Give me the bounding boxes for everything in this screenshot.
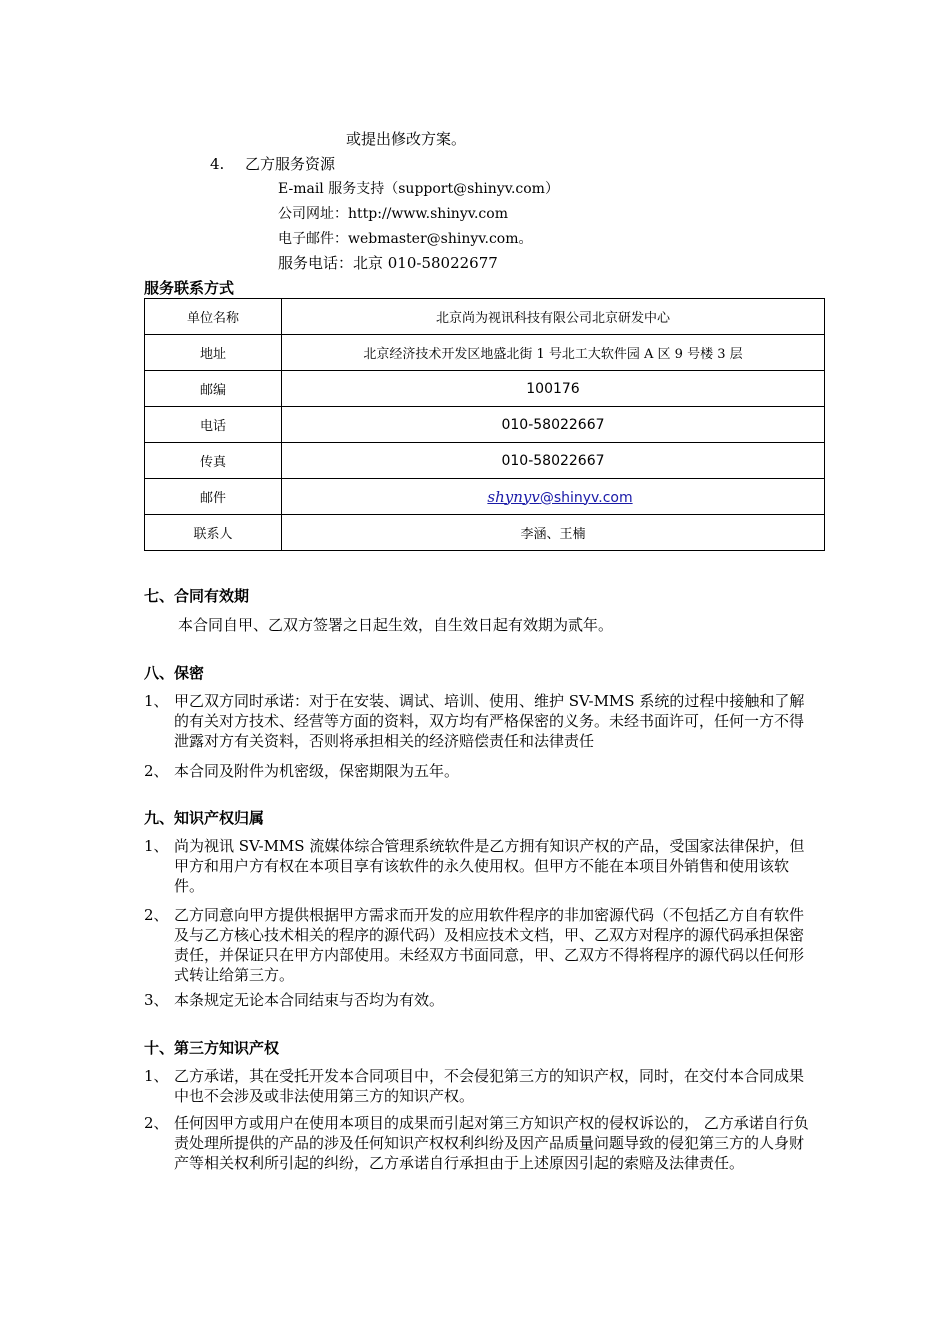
email-link-user: shynyv (487, 487, 540, 506)
email-link-domain: @shinyv.com (539, 489, 633, 506)
list-item-number: 2、 (144, 1114, 169, 1132)
section10-heading: 十、第三方知识产权 (144, 1039, 280, 1057)
row-value-phone: 010-58022667 (282, 407, 825, 443)
list-item-number: 1、 (144, 1067, 169, 1085)
list-item-number: 3、 (144, 991, 169, 1009)
list-item (144, 905, 809, 985)
table-row (145, 515, 825, 551)
section4-number: 4. (210, 155, 225, 173)
contact-heading: 服务联系方式 (144, 279, 235, 297)
row-value-fax: 010-58022667 (282, 443, 825, 479)
row-label-address: 地址 (145, 335, 282, 371)
list-item-number: 1、 (144, 837, 169, 855)
continuation-line: 或提出修改方案。 (346, 130, 467, 148)
list-item (144, 761, 809, 781)
list-item-text: 乙方同意向甲方提供根据甲方需求而开发的应用软件程序的非加密源代码（不包括乙方自有软件及与乙方核心技术相关的程序的源代码）及相应技术文档，甲、乙双方对程序的源代码承担保密责任，并保证只在甲方内部使用。未经双方书面同意，甲、乙双方不得将程序的源代码以任何形式转让给第三方。 (174, 906, 805, 984)
list-item-number: 2、 (144, 906, 169, 924)
list-item-text: 乙方承诺，其在受托开发本合同项目中，不会侵犯第三方的知识产权，同时，在交付本合同成果中也不会涉及或非法使用第三方的知识产权。 (174, 1067, 805, 1105)
section7-body: 本合同自甲、乙双方签署之日起生效，自生效日起有效期为贰年。 (178, 616, 614, 634)
table-row (145, 443, 825, 479)
resource-webmaster-email: 电子邮件：webmaster@shinyv.com。 (278, 231, 533, 247)
list-item-text: 甲乙双方同时承诺：对于在安装、调试、培训、使用、维护 SV-MMS 系统的过程中接触和了解的有关对方技术、经营等方面的资料，双方均有严格保密的义务。未经书面许可，任何一方不得泄露对方有关资料，否则将承担相关的经济赔偿责任和法律责任 (174, 692, 805, 750)
resource-phone: 服务电话：北京 010-58022677 (278, 254, 498, 272)
row-label-phone: 电话 (145, 407, 282, 443)
section9-heading: 九、知识产权归属 (144, 809, 265, 827)
row-value-email (282, 479, 825, 515)
list-item (144, 836, 809, 896)
table-row (145, 479, 825, 515)
list-item-number: 1、 (144, 692, 169, 710)
list-item-text: 本合同及附件为机密级，保密期限为五年。 (174, 762, 460, 780)
section4-title: 乙方服务资源 (245, 155, 336, 173)
list-item-text: 本条规定无论本合同结束与否均为有效。 (174, 991, 445, 1009)
row-value-address: 北京经济技术开发区地盛北街 1 号北工大软件园 A 区 9 号楼 3 层 (282, 335, 825, 371)
row-label-company: 单位名称 (145, 299, 282, 335)
email-link[interactable] (473, 487, 633, 506)
resource-email-support: E-mail 服务支持（support@shinyv.com） (278, 181, 559, 197)
list-item-text: 任何因甲方或用户在使用本项目的成果而引起对第三方知识产权的侵权诉讼的， 乙方承诺自行负责处理所提供的产品的涉及任何知识产权权利纠纷及因产品质量问题导致的侵犯第三方的人身财产等相关权利所引起的纠纷，乙方承诺自行承担由于上述原因引起的索赔及法律责任。 (174, 1114, 809, 1172)
row-label-email: 邮件 (145, 479, 282, 515)
row-value-company: 北京尚为视讯科技有限公司北京研发中心 (282, 299, 825, 335)
table-row (145, 371, 825, 407)
table-row (145, 335, 825, 371)
contact-table (144, 298, 825, 551)
row-value-contact-person: 李涵、王楠 (282, 515, 825, 551)
table-row (145, 299, 825, 335)
list-item (144, 1113, 809, 1173)
table-row (145, 407, 825, 443)
section8-heading: 八、保密 (144, 664, 205, 682)
section7-heading: 七、合同有效期 (144, 587, 250, 605)
row-label-contact-person: 联系人 (145, 515, 282, 551)
list-item-number: 2、 (144, 762, 169, 780)
list-item (144, 1066, 809, 1106)
list-item (144, 990, 809, 1010)
row-value-postcode: 100176 (282, 371, 825, 407)
resource-website: 公司网址：http://www.shinyv.com (278, 206, 508, 222)
list-item-text: 尚为视讯 SV-MMS 流媒体综合管理系统软件是乙方拥有知识产权的产品，受国家法律保护，但甲方和用户方有权在本项目享有该软件的永久使用权。但甲方不能在本项目外销售和使用该软件。 (174, 837, 805, 895)
row-label-fax: 传真 (145, 443, 282, 479)
row-label-postcode: 邮编 (145, 371, 282, 407)
list-item (144, 691, 809, 751)
